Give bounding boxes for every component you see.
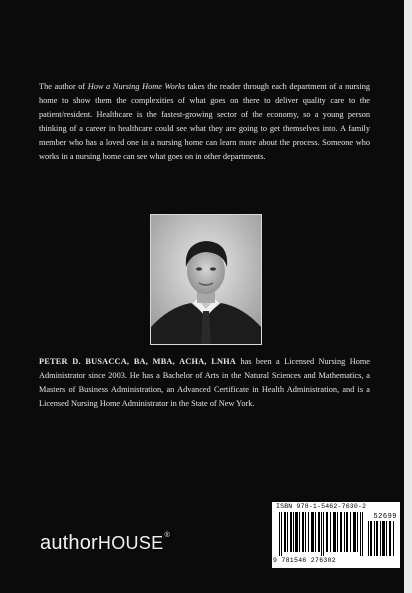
registered-mark: ® bbox=[164, 532, 170, 539]
author-name: PETER D. BUSACCA, BA, MBA, ACHA, LNHA bbox=[39, 357, 236, 366]
author-photo bbox=[150, 214, 262, 345]
blurb-prefix: The author of bbox=[39, 82, 88, 91]
isbn-barcode bbox=[272, 502, 400, 568]
author-bio-text: has been a Licensed Nursing Home Administrator since 2003. He has a Bachelor of Arts in the Natural Sciences and Mathematics, a Masters of Business Administration, an Advanced Certificate in Health Administration, and is a Licensed Nursing Home Administrator in the State of New York. bbox=[39, 357, 370, 408]
price-barcode-bars bbox=[368, 521, 396, 556]
logo-author: author bbox=[40, 532, 98, 554]
logo-house: HOUSE bbox=[97, 533, 164, 553]
book-description bbox=[39, 80, 370, 164]
book-title: How a Nursing Home Works bbox=[87, 82, 185, 91]
blurb-body: takes the reader through each department of a nursing home to show them the complexities of what goes on there to deliver quality care to the patient/resident. Healthcare is the fastest-growing sector of the economy, so a young person thinking of a career in healthcare could see what they are going to get themselves into. A family member who has a loved one in a nursing home can learn more about the process. Someone who works in a nursing home can see what goes on in other departments. bbox=[39, 82, 370, 161]
ean-digits: 9 781546 276302 bbox=[273, 557, 337, 564]
isbn-label: ISBN 978-1-5462-7630-2 bbox=[276, 503, 367, 510]
ean-barcode-bars bbox=[278, 512, 366, 556]
price-code: 52699 bbox=[373, 513, 397, 521]
publisher-logo bbox=[40, 532, 170, 555]
author-bio bbox=[39, 355, 370, 411]
page-edge bbox=[404, 0, 412, 593]
